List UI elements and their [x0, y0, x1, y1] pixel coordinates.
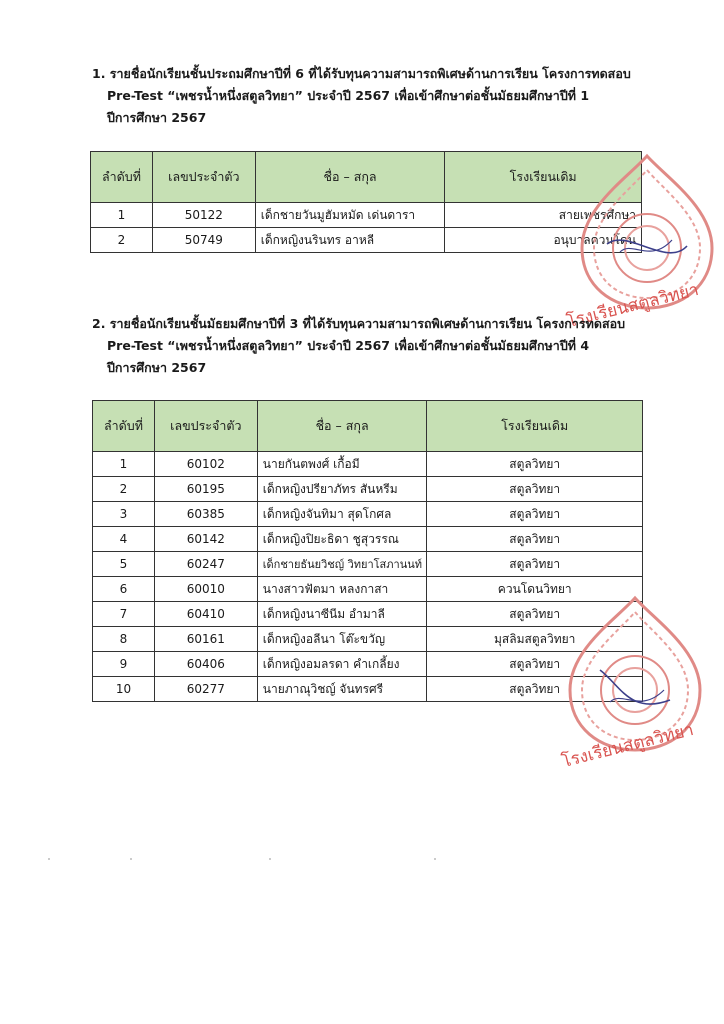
cell-id: 60161 — [154, 627, 257, 652]
cell-no: 10 — [93, 677, 155, 702]
table-row — [91, 203, 642, 228]
cell-school: สตูลวิทยา — [427, 527, 643, 552]
cell-no: 9 — [93, 652, 155, 677]
scan-speck — [130, 858, 132, 860]
cell-name: นางสาวฟัตมา หลงกาสา — [257, 577, 427, 602]
cell-name: เด็กหญิงจันทิมา สุดโกศล — [257, 502, 427, 527]
cell-id: 50122 — [152, 203, 255, 228]
cell-school: สตูลวิทยา — [427, 552, 643, 577]
section1-heading-line3: ปีการศึกษา 2567 — [107, 110, 207, 125]
cell-school: สตูลวิทยา — [427, 677, 643, 702]
cell-name: เด็กหญิงอลีนา โต๊ะขวัญ — [257, 627, 427, 652]
scan-speck — [434, 858, 436, 860]
cell-name: เด็กหญิงอมลรดา คำเกลี้ยง — [257, 652, 427, 677]
cell-school: อนุบาลควนโดน — [445, 228, 642, 253]
cell-no: 3 — [93, 502, 155, 527]
cell-school: สตูลวิทยา — [427, 502, 643, 527]
cell-school: สตูลวิทยา — [427, 477, 643, 502]
stamp-label: โรงเรียนสตูลวิทยา — [559, 719, 696, 773]
cell-school: สตูลวิทยา — [427, 652, 643, 677]
table-row — [93, 452, 643, 477]
section2-heading-line2: Pre-Test “เพชรน้ำหนึ่งสตูลวิทยา” ประจำปี 2567 เพื่อเข้าศึกษาต่อชั้นมัธยมศึกษาปีที่ 4 — [107, 338, 590, 353]
column-header-name: ชื่อ – สกุล — [257, 401, 427, 452]
column-header-id: เลขประจำตัว — [154, 401, 257, 452]
cell-no: 2 — [91, 228, 153, 253]
cell-id: 50749 — [152, 228, 255, 253]
cell-id: 60277 — [154, 677, 257, 702]
section1-heading-line1: 1. รายชื่อนักเรียนชั้นประถมศึกษาปีที่ 6 ที่ได้รับทุนความสามารถพิเศษด้านการเรียน โครงการทดสอบ — [92, 66, 631, 81]
cell-id: 60385 — [154, 502, 257, 527]
table-row — [93, 502, 643, 527]
cell-no: 5 — [93, 552, 155, 577]
cell-no: 6 — [93, 577, 155, 602]
cell-name: นายภาณุวิชญ์ จันทรศรี — [257, 677, 427, 702]
cell-school: สตูลวิทยา — [427, 602, 643, 627]
cell-no: 4 — [93, 527, 155, 552]
section2-heading-line1: 2. รายชื่อนักเรียนชั้นมัธยมศึกษาปีที่ 3 ที่ได้รับทุนความสามารถพิเศษด้านการเรียน โครงการทดสอบ — [92, 316, 626, 331]
cell-school: มุสลิมสตูลวิทยา — [427, 627, 643, 652]
cell-name: เด็กหญิงนรินทร อาหลี — [255, 228, 445, 253]
cell-id: 60406 — [154, 652, 257, 677]
cell-no: 1 — [93, 452, 155, 477]
cell-id: 60010 — [154, 577, 257, 602]
cell-id: 60247 — [154, 552, 257, 577]
cell-name: เด็กหญิงปิยะธิดา ชูสุวรรณ — [257, 527, 427, 552]
cell-name: เด็กชายวันมูฮัมหมัด เด่นดารา — [255, 203, 445, 228]
scan-speck — [269, 858, 271, 860]
scan-speck — [48, 858, 50, 860]
table-row — [93, 477, 643, 502]
cell-id: 60410 — [154, 602, 257, 627]
table-row — [91, 228, 642, 253]
section1-heading — [92, 63, 631, 129]
stamp-label: โรงเรียนสตูลวิทยา — [564, 279, 701, 333]
table-header-row — [93, 401, 643, 452]
column-header-school: โรงเรียนเดิม — [427, 401, 643, 452]
column-header-name: ชื่อ – สกุล — [255, 152, 445, 203]
cell-school: สตูลวิทยา — [427, 452, 643, 477]
cell-name: เด็กหญิงนาซีนีม อำมาลี — [257, 602, 427, 627]
cell-no: 1 — [91, 203, 153, 228]
cell-no: 2 — [93, 477, 155, 502]
table-header-row — [91, 152, 642, 203]
column-header-id: เลขประจำตัว — [152, 152, 255, 203]
column-header-no: ลำดับที่ — [91, 152, 153, 203]
table-row — [93, 552, 643, 577]
cell-id: 60102 — [154, 452, 257, 477]
cell-no: 7 — [93, 602, 155, 627]
section2-heading-line3: ปีการศึกษา 2567 — [107, 360, 207, 375]
cell-school: ควนโดนวิทยา — [427, 577, 643, 602]
section2-heading — [92, 313, 625, 379]
section1-table — [90, 151, 642, 253]
cell-name: นายกันตพงศ์ เกื้อมี — [257, 452, 427, 477]
section1-heading-line2: Pre-Test “เพชรน้ำหนึ่งสตูลวิทยา” ประจำปี 2567 เพื่อเข้าศึกษาต่อชั้นมัธยมศึกษาปีที่ 1 — [107, 88, 590, 103]
cell-name: เด็กชายธันยวิชญ์ วิทยาโสภานนท์ — [257, 552, 427, 577]
column-header-school: โรงเรียนเดิม — [445, 152, 642, 203]
cell-no: 8 — [93, 627, 155, 652]
cell-id: 60195 — [154, 477, 257, 502]
cell-school: สายเพชรศึกษา — [445, 203, 642, 228]
column-header-no: ลำดับที่ — [93, 401, 155, 452]
cell-name: เด็กหญิงปรียาภัทร สันหรีม — [257, 477, 427, 502]
table-row — [93, 527, 643, 552]
cell-id: 60142 — [154, 527, 257, 552]
